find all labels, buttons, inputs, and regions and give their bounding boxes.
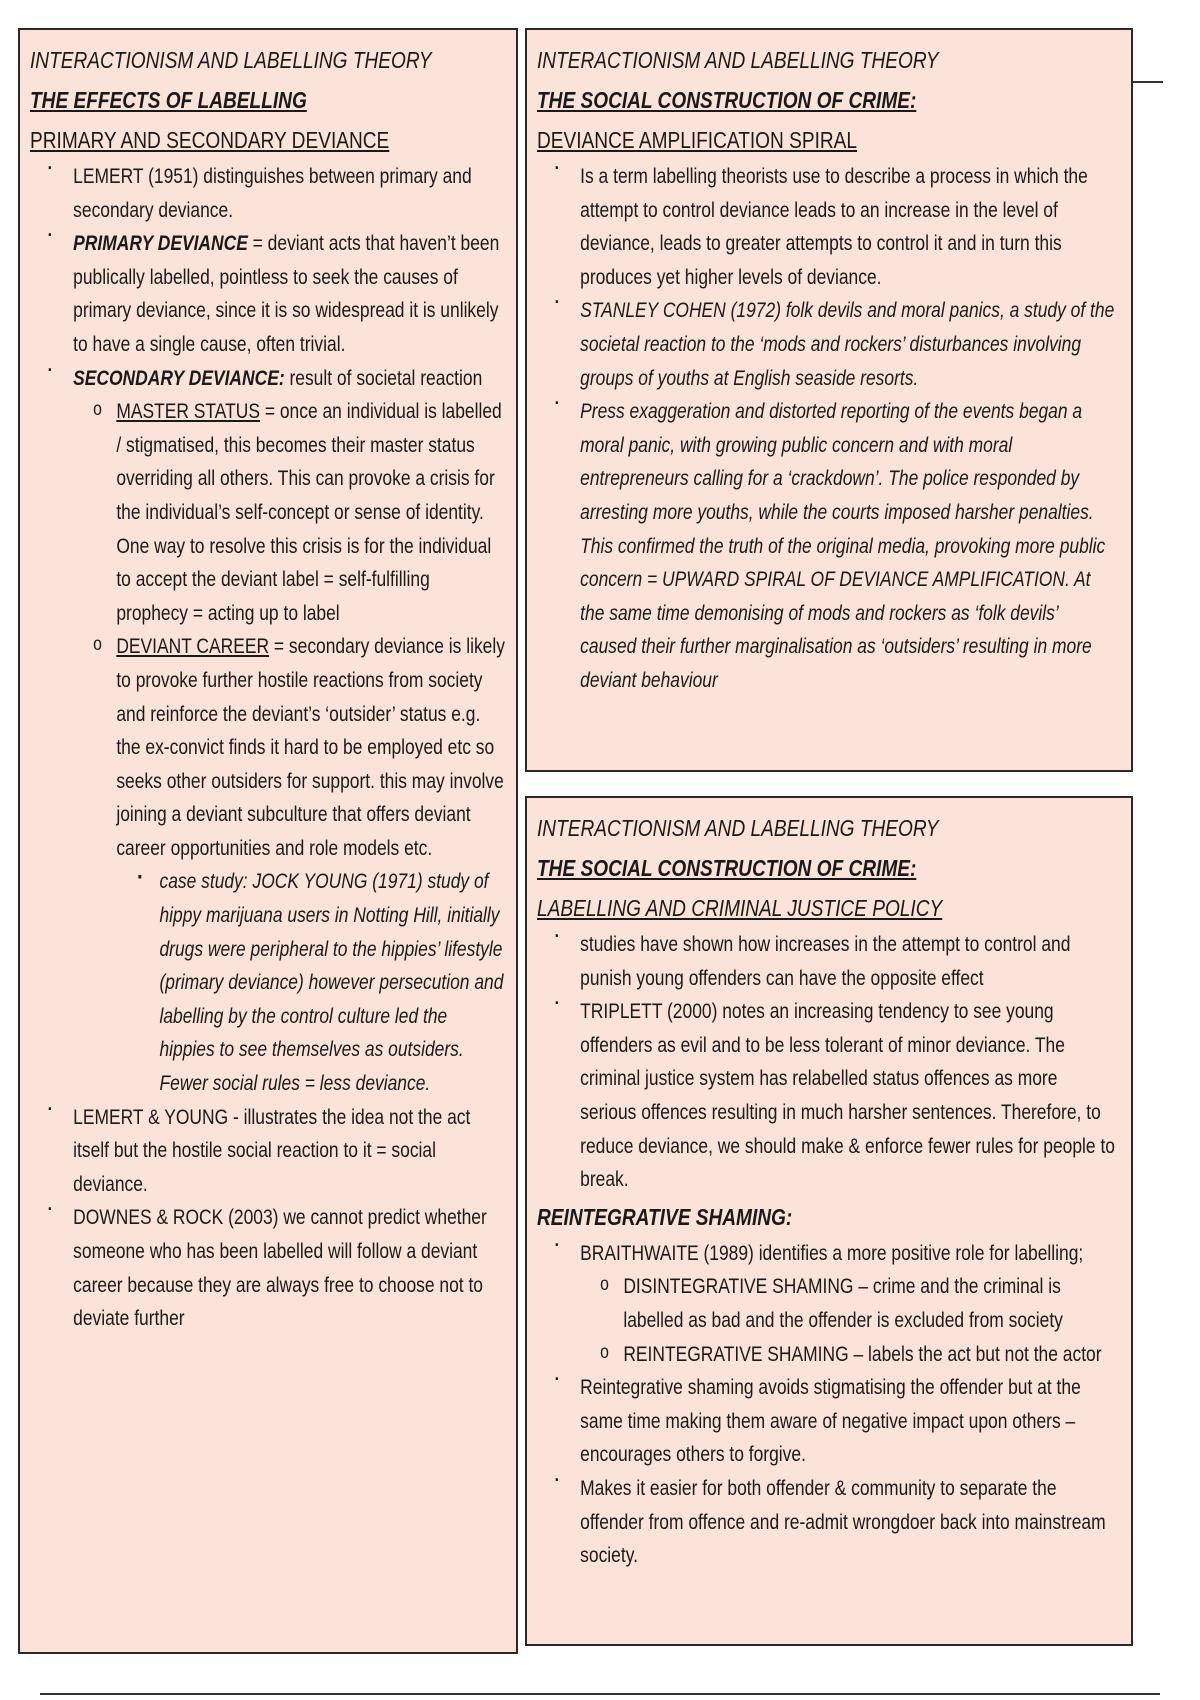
sub-list-item: o REINTEGRATIVE SHAMING – labels the act but not the actor — [580, 1338, 1117, 1372]
list-item: ▪ PRIMARY DEVIANCE = deviant acts that haven’t been publically labelled, pointless to seek the causes of primary deviance, since it is so widespread it is unlikely to have a single cause, often trivial. — [30, 227, 506, 361]
sub-list — [580, 1270, 1117, 1371]
panel-subtitle: PRIMARY AND SECONDARY DEVIANCE — [30, 127, 390, 153]
panel-title: THE SOCIAL CONSTRUCTION OF CRIME: — [537, 855, 917, 881]
section-heading-reintegrative-shaming: REINTEGRATIVE SHAMING: — [537, 1203, 793, 1230]
list-item: ▪ STANLEY COHEN (1972) folk devils and moral panics, a study of the societal reaction to the ‘mods and rockers’ disturbances involving groups of youths at English seaside resorts. — [537, 294, 1117, 395]
list-item: ▪ Makes it easier for both offender & community to separate the offender from offence and re-admit wrongdoer back into mainstream society. — [537, 1472, 1117, 1573]
panel-subtitle: DEVIANCE AMPLIFICATION SPIRAL — [537, 127, 858, 153]
list-item: ▪ LEMERT (1951) distinguishes between primary and secondary deviance. — [30, 160, 506, 227]
list-item: ▪ Reintegrative shaming avoids stigmatising the offender but at the same time making them aware of negative impact upon others – encourages others to forgive. — [537, 1371, 1117, 1472]
panel-topic: INTERACTIONISM AND LABELLING THEORY — [537, 815, 939, 841]
list-item: ▪ LEMERT & YOUNG - illustrates the idea not the act itself but the hostile social reaction to it = social deviance. — [30, 1101, 506, 1202]
sub-list-item: o DISINTEGRATIVE SHAMING – crime and the criminal is labelled as bad and the offender is excluded from society — [580, 1270, 1117, 1337]
term-primary-deviance: PRIMARY DEVIANCE — [73, 232, 248, 256]
list-item: ▪ Press exaggeration and distorted reporting of the events began a moral panic, with growing public concern and with moral entrepreneurs calling for a ‘crackdown’. The police responded by arresting more youths, while the courts imposed harsher penalties. This confirmed the truth of the original media, provoking more public concern = UPWARD SPIRAL OF DEVIANCE AMPLIFICATION. At the same time demonising of mods and rockers as ‘folk devils’ caused their further marginalisation as ‘outsiders’ resulting in more deviant behaviour — [537, 395, 1117, 697]
term-master-status: MASTER STATUS — [116, 400, 260, 424]
bullet-list — [537, 928, 1117, 1197]
list-item: ▪ DOWNES & ROCK (2003) we cannot predict whether someone who has been labelled will follow a deviant career because they are always free to choose not to deviate further — [30, 1201, 506, 1335]
list-item: ▪ TRIPLETT (2000) notes an increasing tendency to see young offenders as evil and to be less tolerant of minor deviance. The criminal justice system has relabelled status offences as more serious offences resulting in much harsher sentences. Therefore, to reduce deviance, we should make & enforce fewer rules for people to break. — [537, 995, 1117, 1197]
sub-list-item: o MASTER STATUS = once an individual is labelled / stigmatised, this becomes their master status overriding all others. This can provoke a crisis for the individual’s self-concept or sense of identity. One way to resolve this crisis is for the individual to accept the deviant label = self-fulfilling prophecy = acting up to label — [73, 395, 506, 630]
list-item: ▪ studies have shown how increases in the attempt to control and punish young offenders can have the opposite effect — [537, 928, 1117, 995]
sub-list-item: o DEVIANT CAREER = secondary deviance is likely to provoke further hostile reactions from society and reinforce the deviant’s ‘outsider’ status e.g. the ex-convict finds it hard to be employed etc so seeks other outsiders for support. this may involve joining a deviant subculture that offers deviant career opportunities and role models etc. ▪ case study: JOCK YOUNG (1971) study of hippy marijuana users in Notting Hill, initially drugs were peripheral to the hippies’ lifestyle (primary deviance) however persecution and labelling by the control culture led the hippies to see themselves as outsiders. Fewer social rules = less deviance. — [73, 630, 506, 1100]
case-study-item: ▪ case study: JOCK YOUNG (1971) study of hippy marijuana users in Notting Hill, initially drugs were peripheral to the hippies’ lifestyle (primary deviance) however persecution and labelling by the control culture led the hippies to see themselves as outsiders. Fewer social rules = less deviance. — [116, 865, 506, 1100]
bullet-list — [537, 160, 1117, 698]
top-rule-line — [1133, 81, 1163, 83]
term-secondary-deviance: SECONDARY DEVIANCE: — [73, 366, 285, 390]
case-study-list — [116, 865, 506, 1100]
bullet-list — [537, 1237, 1117, 1573]
list-item: ▪ Is a term labelling theorists use to describe a process in which the attempt to control deviance leads to an increase in the level of deviance, leads to greater attempts to control it and in turn this produces yet higher levels of deviance. — [537, 160, 1117, 294]
list-item: ▪ BRAITHWAITE (1989) identifies a more positive role for labelling; o DISINTEGRATIVE SHAMING – crime and the criminal is labelled as bad and the offender is excluded from society o REINTEGRATIVE SHAMING – labels the act but not the actor — [537, 1237, 1117, 1371]
panel-topic: INTERACTIONISM AND LABELLING THEORY — [537, 47, 939, 73]
panel-subtitle: LABELLING AND CRIMINAL JUSTICE POLICY — [537, 895, 943, 921]
term-deviant-career: DEVIANT CAREER — [116, 635, 270, 659]
panel-topic: INTERACTIONISM AND LABELLING THEORY — [30, 47, 432, 73]
bullet-list — [30, 160, 506, 1336]
bottom-rule-line — [40, 1693, 1160, 1695]
panel-effects-of-labelling — [18, 28, 518, 1654]
panel-criminal-justice-policy — [525, 796, 1133, 1646]
panel-title: THE EFFECTS OF LABELLING — [30, 87, 307, 113]
panel-title: THE SOCIAL CONSTRUCTION OF CRIME: — [537, 87, 917, 113]
sub-list — [73, 395, 506, 1100]
list-item: ▪ SECONDARY DEVIANCE: result of societal reaction o MASTER STATUS = once an individual is labelled / stigmatised, this becomes their master status overriding all others. This can provoke a crisis for the individual’s self-concept or sense of identity. One way to resolve this crisis is for the individual to accept the deviant label = self-fulfilling prophecy = acting up to label o DEVIANT CAREER = secondary deviance is likely to provoke further hostile reactions from society and reinforce the deviant’s ‘outsider’ status e.g. the ex-convict finds it hard to be employed etc so seeks other outsiders for support. this may involve joining a deviant subculture that offers deviant career opportunities and role models etc. ▪ case study: JOCK YOUNG (1971) study of hippy marijuana users in Notting Hill, initially drugs were peripheral to the hippies’ lifestyle (primary deviance) however persecution and labelling by the control culture led the hippies to see themselves as outsiders. Fewer social rules = less deviance. — [30, 362, 506, 1101]
panel-deviance-amplification — [525, 28, 1133, 772]
